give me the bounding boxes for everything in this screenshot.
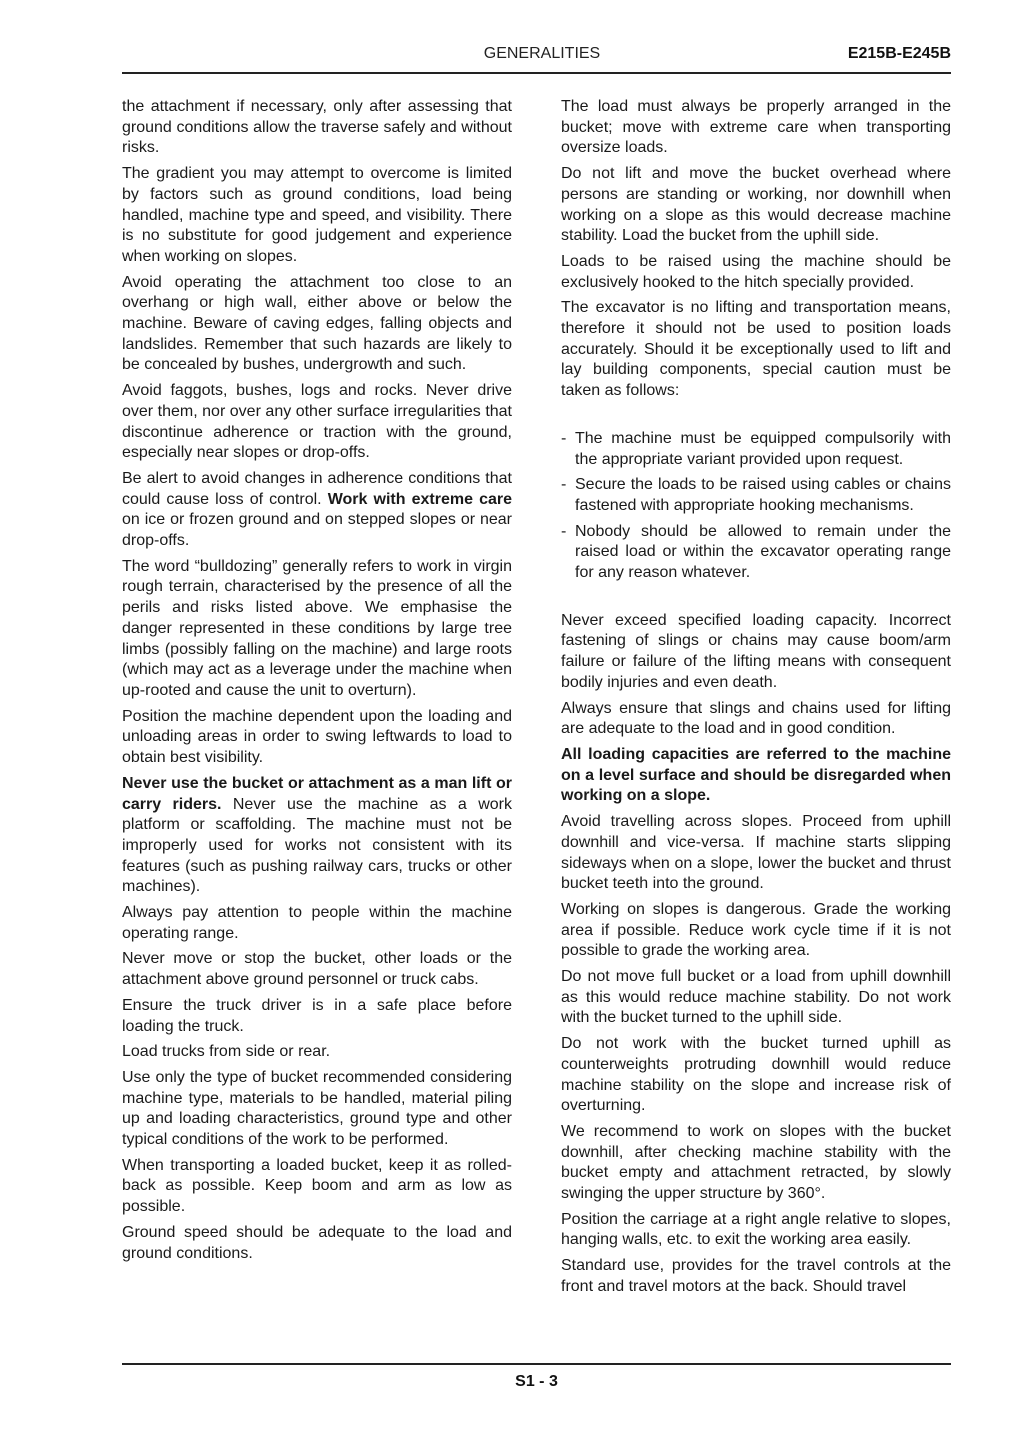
- paragraph: Do not move full bucket or a load from uphill downhill as this would reduce machine stability. Do not work with the bucket turned to the uphill side.: [561, 968, 951, 1027]
- dash-marker: -: [561, 522, 567, 540]
- paragraph: The gradient you may attempt to overcome is limited by factors such as ground conditions, load being handled, machine type and speed, and visibility. There is no substitute for good judgement and experience when working on slopes.: [122, 165, 512, 265]
- list-item: [561, 429, 951, 470]
- paragraph: When transporting a loaded bucket, keep it as rolled-back as possible. Keep boom and arm as low as possible.: [122, 1156, 512, 1216]
- text-run: Never use the machine as a work platform or scaffolding. The machine must not be improperly used for works not consistent with its features (such as pushing railway cars, trucks or other machines).: [122, 795, 513, 896]
- paragraph: Always pay attention to people within the machine operating range.: [122, 904, 512, 942]
- list-item: [561, 522, 951, 584]
- paragraph: [122, 774, 512, 898]
- left-column: [122, 97, 512, 1269]
- paragraph: Ensure the truck driver is in a safe place before loading the truck.: [122, 996, 512, 1035]
- list-item-text: Nobody should be allowed to remain under the raised load or within the excavator operating range for any reason whatever.: [575, 522, 951, 582]
- paragraph: Use only the type of bucket recommended considering machine type, materials to be handled, material piling up and loading characteristics, ground type and other typical conditions of the work to be performed.: [122, 1068, 512, 1149]
- paragraph: [122, 469, 512, 552]
- paragraph: We recommend to work on slopes with the bucket downhill, after checking machine stability with the bucket empty and attachment retracted, by slowly swinging the upper structure by 360°.: [561, 1122, 951, 1203]
- paragraph: Avoid faggots, bushes, logs and rocks. Never drive over them, nor over any other surface irregularities that discontinue adherence or traction with the ground, especially near slopes or drop-offs.: [122, 382, 512, 462]
- header-model: E215B-E245B: [847, 45, 951, 62]
- paragraph: Never exceed specified loading capacity. Incorrect fastening of slings or chains may cause boom/arm failure or failure of the lifting means with consequent bodily injuries and even death.: [561, 611, 951, 691]
- paragraph: the attachment if necessary, only after assessing that ground conditions allow the traverse safely and without risks.: [122, 98, 512, 157]
- dash-marker: -: [561, 476, 567, 494]
- bold-paragraph: All loading capacities are referred to the machine on a level surface and should be disregarded when working on a slope.: [561, 745, 951, 805]
- list-item-text: Secure the loads to be raised using cables or chains fastened with appropriate hooking mechanisms.: [575, 476, 951, 514]
- paragraph: Do not lift and move the bucket overhead where persons are standing or working, nor downhill when working on a slope as this would decrease machine stability. Load the bucket from the uphill side.: [561, 165, 951, 245]
- bold-text-run: Never use the bucket or attachment as a man lift or carry riders.: [122, 774, 512, 813]
- paragraph: Position the carriage at a right angle relative to slopes, hanging walls, etc. to exit the working area easily.: [561, 1210, 951, 1249]
- list-item: [561, 475, 951, 516]
- page-number: S1 - 3: [515, 1373, 558, 1390]
- paragraph: Avoid operating the attachment too close to an overhang or high wall, either above or below the machine. Beware of caving edges, falling objects and landslides. Remember that such hazards are likely to be concealed by bushes, undergrowth and such.: [122, 273, 512, 374]
- right-column: [561, 97, 951, 1303]
- paragraph: Ground speed should be adequate to the load and ground conditions.: [122, 1223, 512, 1262]
- text-run: Be alert to avoid changes in adherence conditions that could cause loss of control.: [122, 469, 512, 508]
- paragraph: Always ensure that slings and chains used for lifting are adequate to the load and in good condition.: [561, 699, 951, 738]
- page-footer: [122, 1363, 951, 1390]
- paragraph: Never move or stop the bucket, other loads or the attachment above ground personnel or truck cabs.: [122, 950, 512, 989]
- header-title: GENERALITIES: [483, 45, 601, 62]
- spacer: [561, 407, 951, 429]
- paragraph: Position the machine dependent upon the loading and unloading areas in order to swing leftwards to load to obtain best visibility.: [122, 707, 512, 767]
- paragraph: Loads to be raised using the machine should be exclusively hooked to the hitch specially provided.: [561, 252, 951, 291]
- dash-marker: -: [561, 429, 567, 447]
- bullet-list: [561, 429, 951, 584]
- paragraph: The excavator is no lifting and transportation means, therefore it should not be used to position loads accurately. Should it be exceptionally used to lift and lay building components, special caution must be taken as follows:: [561, 299, 951, 400]
- paragraph: Do not work with the bucket turned uphill as counterweights protruding downhill would reduce machine stability on the slope and increase risk of overturning.: [561, 1035, 951, 1115]
- bold-text-run: Work with extreme care: [327, 490, 512, 508]
- text-run: on ice or frozen ground and on stepped slopes or near drop-offs.: [122, 511, 512, 550]
- paragraph: The load must always be properly arranged in the bucket; move with extreme care when transporting oversize loads.: [561, 98, 951, 157]
- paragraph: Standard use, provides for the travel controls at the front and travel motors at the back. Should travel: [561, 1257, 951, 1295]
- page-header: [122, 40, 951, 74]
- paragraph: The word “bulldozing” generally refers to work in virgin rough terrain, characterised by the presence of all the perils and risks listed above. We emphasise the danger represented in these conditions by large tree limbs (possibly falling on the machine) and large roots (which may act as a leverage under the machine when up-rooted and cause the unit to overturn).: [122, 557, 512, 699]
- spacer: [561, 589, 951, 611]
- list-item-text: The machine must be equipped compulsorily with the appropriate variant provided upon request.: [575, 429, 951, 468]
- paragraph: Load trucks from side or rear.: [122, 1043, 331, 1061]
- paragraph: Working on slopes is dangerous. Grade the working area if possible. Reduce work cycle time if it is not possible to grade the working area.: [561, 900, 951, 960]
- paragraph: Avoid travelling across slopes. Proceed from uphill downhill and vice-versa. If machine starts slipping sideways when on a slope, lower the bucket and thrust bucket teeth into the ground.: [561, 813, 951, 893]
